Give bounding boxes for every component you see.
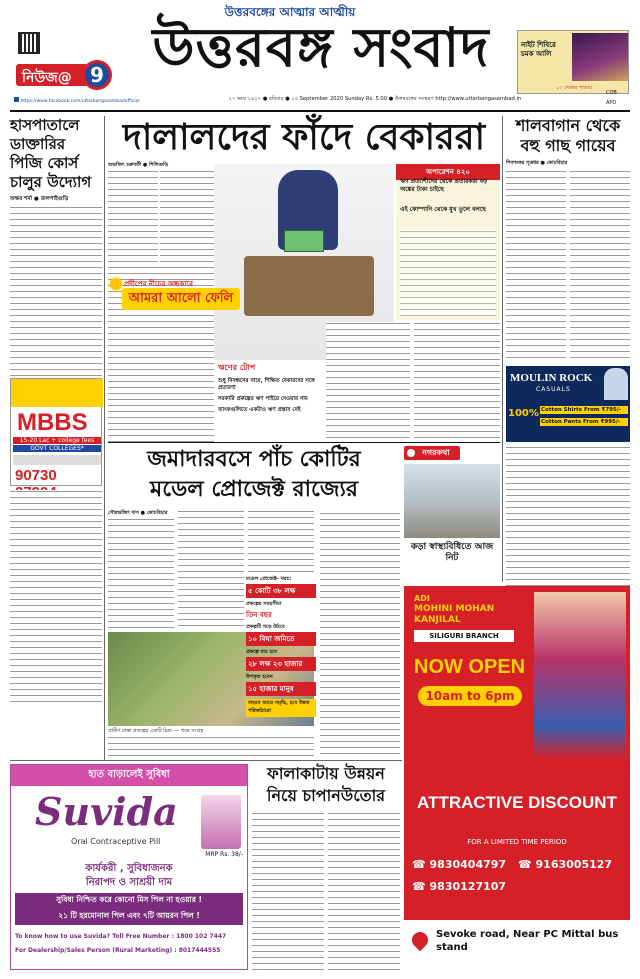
fact-2-value: তিন বছর xyxy=(246,611,272,619)
story-brokers-col6 xyxy=(414,322,500,442)
story-hospital xyxy=(10,116,102,702)
col-rule-3 xyxy=(10,760,402,761)
story-brokers-col5 xyxy=(326,322,410,442)
nagarkatha-text: নগরকথা xyxy=(422,448,450,457)
loan-bait-box xyxy=(218,362,324,442)
nagarkatha-caption[interactable]: কড়া স্বাস্থ্যবিধিতে আজ নিট xyxy=(410,542,494,563)
lamp-text: প্রদীপের নীচের অন্ধকারে xyxy=(124,280,194,288)
story-hospital-body-2 xyxy=(10,490,102,702)
moulin-brand: MOULIN ROCK xyxy=(510,372,593,384)
kanjilal-phone-3-text: 9830127107 xyxy=(429,880,507,893)
suvida-sub: Oral Contraceptive Pill xyxy=(71,837,161,846)
kanjilal-model xyxy=(534,592,626,760)
fact-5-value: ১৫ হাজার মানুষ xyxy=(246,682,316,696)
ad-mbbs[interactable] xyxy=(10,378,102,486)
suvida-line3: সুবিধা নিশ্চিত করে কোনো মিস পিল না হওয়ার ! xyxy=(15,893,243,909)
nagarkatha-photo xyxy=(404,464,500,538)
kanjilal-address: Sevoke road, Near PC Mittal bus stand xyxy=(436,929,619,953)
suvida-mrp: MRP Rs. 38/- xyxy=(205,851,243,858)
story-brokers xyxy=(108,116,500,442)
col-rule-1 xyxy=(104,116,105,760)
story-falakata-headline-1[interactable]: ফালাকাটায় উন্নয়ন xyxy=(267,764,385,783)
story-falakata-col2 xyxy=(328,812,400,970)
kanjilal-phone-1[interactable] xyxy=(412,858,512,871)
kanjilal-phone-1-text: 9830404797 xyxy=(429,858,507,871)
kanjilal-small: ADI xyxy=(414,594,430,603)
player-photo xyxy=(572,33,628,81)
light-banner-text: আমরা আলো ফেলি xyxy=(128,291,234,306)
moulin-line1: Cotton Shirts From ₹795/- xyxy=(540,406,628,414)
suvida-top: হাত বাড়ালেই সুবিধা xyxy=(11,765,247,786)
moulin-pct: 100% xyxy=(508,408,539,419)
fact-5 xyxy=(246,674,316,696)
fact-2-label: প্রকল্পের সময়সীমা xyxy=(246,601,282,607)
mbbs-sub: 15-20 Lac + college fees xyxy=(13,437,101,444)
story-falakata xyxy=(252,764,400,970)
kanjilal-branch: SILIGURI BRANCH xyxy=(414,630,514,642)
phone-icon: ☎ xyxy=(412,880,430,893)
story-jamadarbas-headline-1[interactable]: জমাদারবসে পাঁচ কোটির xyxy=(147,447,361,472)
story-jamadarbas-col3 xyxy=(248,510,314,574)
suvida-know[interactable]: To know how to use Suvida? Toll Free Number : 1800 102 7447 xyxy=(15,933,227,940)
moulin-line2: Cotton Pants From ₹995/- xyxy=(540,418,628,426)
fact-6-value: বাড়বে আয়ে সমৃদ্ধি, হবে উন্নত পরিকাঠামো xyxy=(246,699,316,717)
loan-bait-item-3: ব্যাংকগুলিতে একটাও ঋণ প্রস্তাব নেই xyxy=(218,407,301,413)
suvida-pack xyxy=(201,795,241,849)
facebook-icon xyxy=(14,97,19,102)
story-brokers-col2 xyxy=(160,170,214,262)
suvida-line4: ২১ টি হরমোনাল পিল এবং ৭টি আয়রন পিল ! xyxy=(15,909,243,925)
nagarkatha-box xyxy=(404,446,500,566)
story-jamadarbas-headline-2[interactable]: মডেল প্রোজেক্ট রাজ্যের xyxy=(150,477,358,502)
story-jamadarbas-col5 xyxy=(320,512,400,756)
operation-bullet-2: এই কোম্পানি থেকে মুখ তুলে বলছে xyxy=(400,206,486,213)
story-salbagan-col2 xyxy=(570,170,630,360)
loan-bait-item-1: শুধু নিবন্ধনের নামে, শিক্ষিত বেকারদের সঙ্গে প্রতারণা xyxy=(218,378,315,391)
story-salbagan-headline[interactable]: শালবাগান থেকে বহু গাছ গায়েব xyxy=(515,116,621,155)
story-brokers-col1 xyxy=(108,170,158,262)
operation-bullet-1: ঋণ প্রত্যাশীদের থেকে প্রতারকরা বড় অঙ্কের টাকা চাইছে xyxy=(400,178,488,193)
fact-5-label: উপকৃত হবেন xyxy=(246,674,273,680)
mbbs-heading: MBBS xyxy=(17,409,88,436)
news-at-9-logo[interactable] xyxy=(16,60,112,92)
news-nine-badge: 9 xyxy=(82,60,112,90)
phone-icon: ☎ xyxy=(412,858,430,871)
moulin-model xyxy=(604,368,628,400)
moulin-sub: CASUALS xyxy=(536,386,571,393)
story-jamadarbas-col1 xyxy=(108,518,174,628)
story-brokers-byline: শুভজিৎ চক্রবর্তী ● শিলিগুড়ি xyxy=(108,162,169,168)
story-jamadarbas-photo-caption: গ্রামীণ রাস্তা প্রকল্পের একটি চিত্র। — খবর সংগ্রহ xyxy=(108,728,204,734)
kanjilal-address-bar xyxy=(404,920,630,970)
story-falakata-col1 xyxy=(252,812,324,970)
ad-knight-title: নাইট শিবিরে চমক আলি xyxy=(521,41,556,58)
story-hospital-headline[interactable]: হাসপাতালে ডাক্তারির পিজি কোর্স চালুর উদ্যোগ xyxy=(10,116,92,191)
fact-4-value: ২৮ লক্ষ ২৩ হাজার xyxy=(246,657,316,671)
illustration-desk xyxy=(244,256,374,316)
fact-1-value: ৫ কোটি ৩৮ লক্ষ xyxy=(246,584,316,598)
masthead-title: উত্তরবঙ্গ সংবাদ xyxy=(152,16,490,79)
kanjilal-limited: FOR A LIMITED TIME PERIOD xyxy=(467,838,567,846)
mbbs-sub2: GOVT COLLEGES* xyxy=(13,445,101,452)
mbbs-phone[interactable]: 90730 xyxy=(15,467,57,484)
story-falakata-headline-2[interactable]: নিয়ে চাপানউতোর xyxy=(266,786,386,805)
ad-knight-camp[interactable] xyxy=(517,30,629,94)
ad-moulin-rock[interactable] xyxy=(506,366,630,442)
story-salbagan-col1 xyxy=(506,170,566,360)
kanjilal-name: MOHINI MOHAN KANJILAL xyxy=(414,604,495,625)
operation-box xyxy=(396,164,500,320)
story-brokers-col4 xyxy=(108,314,214,442)
masthead-tagline: উত্তরবঙ্গের আত্মার আত্মীয় xyxy=(224,5,356,19)
story-salbagan xyxy=(506,116,630,442)
fact-2 xyxy=(246,601,316,621)
fact-3-value: ১০ বিঘা জমিতে xyxy=(246,632,316,646)
suvida-line1: কার্যকরী , সুবিধাজনক xyxy=(85,863,173,874)
qr-code[interactable] xyxy=(18,32,40,54)
facts-column xyxy=(246,576,316,756)
operation-title: অপারেশন ৪২০ xyxy=(396,164,500,180)
ad-knight-sub: ১৩ খেলার পাতায় xyxy=(556,85,592,91)
masthead-rule xyxy=(10,110,630,112)
fact-3-label: প্রকল্পটি গড়ে উঠবে xyxy=(246,624,285,630)
kanjilal-time: 10am to 6pm xyxy=(418,686,522,706)
fact-1-label: মডেল প্রোজেক্ট- খরচ: xyxy=(246,576,292,582)
apd-label: APD xyxy=(606,100,617,106)
phone-icon: ☎ xyxy=(518,858,536,871)
fact-4-label: প্রকল্পে ব্যয় হবে xyxy=(246,649,277,655)
loan-bait-item-2: সরকারি প্রকল্পের ঋণ পাইয়ে দেওয়ার নাম xyxy=(218,396,308,402)
news-label: নিউজ@ xyxy=(22,70,72,86)
story4-top-rule xyxy=(108,442,500,443)
facebook-url: https://www.facebook.com/uttarbangasambadofficial xyxy=(20,99,140,104)
story-brokers-headline[interactable]: দালালদের ফাঁদে বেকাররা xyxy=(122,117,486,158)
suvida-brand: Suvida xyxy=(35,789,178,834)
fact-3 xyxy=(246,624,316,646)
col-rule-2 xyxy=(502,116,503,582)
story-hospital-byline: অক্ষর শর্মা ● জলপাইগুড়ি xyxy=(10,196,69,202)
location-pin-icon xyxy=(409,929,432,952)
cob-label: COB xyxy=(606,90,617,96)
fact-1 xyxy=(246,576,316,598)
fact-4 xyxy=(246,649,316,671)
ad-kanjilal[interactable] xyxy=(404,586,630,970)
kanjilal-attract: ATTRACTIVE DISCOUNT xyxy=(417,793,617,812)
kanjilal-phone-2[interactable] xyxy=(518,858,628,871)
eye-icon xyxy=(407,449,415,457)
loan-bait-title: ঋণের টোপ xyxy=(218,363,256,372)
kanjilal-open: NOW OPEN xyxy=(414,656,526,678)
story-salbagan-cont xyxy=(506,446,630,586)
suvida-dealer[interactable]: For Dealership/Sales Person (Rural Marketing) : 8017444555 xyxy=(15,947,221,954)
illustration-cash xyxy=(284,230,324,252)
fact-6 xyxy=(246,699,316,717)
nagarkatha-label xyxy=(404,446,460,460)
dateline-bar: ২৭ ভাদ্র ১৪২৭ ● রবিবার ● ১৩ September 2020 Sunday Rs. 5.00 ● উত্তরবঙ্গের সংস্করণ http://www.uttarbangasambad.in xyxy=(228,96,522,102)
lamp-icon xyxy=(110,278,122,290)
light-banner xyxy=(122,288,240,310)
kanjilal-phone-2-text: 9163005127 xyxy=(535,858,613,871)
story-salbagan-byline: শিবশংকর সূত্রধর ● কোচবিহার xyxy=(506,160,568,166)
story-hospital-body xyxy=(10,206,102,376)
story-jamadarbas-byline: সৌরভজিৎ দাস ● কোচবিহার xyxy=(108,510,168,516)
operation-more xyxy=(400,230,496,316)
suvida-line2: নিরাপদ ও সাশ্রয়ী দাম xyxy=(85,877,173,888)
story-jamadarbas-col2 xyxy=(178,510,244,628)
ad-suvida[interactable] xyxy=(10,764,248,970)
masthead xyxy=(0,0,640,112)
kanjilal-phone-3[interactable] xyxy=(412,880,532,893)
